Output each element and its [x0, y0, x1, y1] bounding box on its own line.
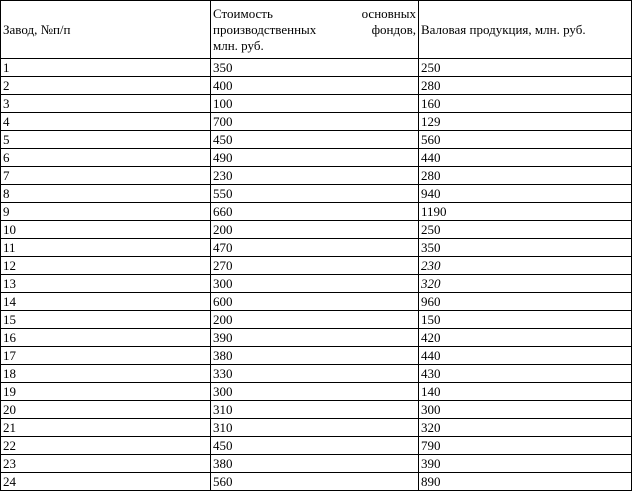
cell-gross-output: 150 [419, 311, 632, 329]
cell-gross-output: 960 [419, 293, 632, 311]
header-word: производственных [213, 21, 317, 37]
cell-plant-number: 21 [1, 419, 211, 437]
cell-plant-number: 11 [1, 239, 211, 257]
cell-plant-number: 20 [1, 401, 211, 419]
cell-plant-number: 15 [1, 311, 211, 329]
cell-fixed-assets-cost: 310 [211, 401, 419, 419]
table-row [1, 59, 632, 77]
cell-fixed-assets-cost: 450 [211, 437, 419, 455]
header-gross-output: Валовая продукция, млн. руб. [419, 1, 632, 59]
table-row [1, 473, 632, 491]
table-row [1, 167, 632, 185]
cell-gross-output: 140 [419, 383, 632, 401]
header-row [1, 1, 632, 59]
cell-plant-number: 7 [1, 167, 211, 185]
cell-fixed-assets-cost: 390 [211, 329, 419, 347]
cell-fixed-assets-cost: 400 [211, 77, 419, 95]
cell-gross-output: 560 [419, 131, 632, 149]
cell-plant-number: 1 [1, 59, 211, 77]
cell-fixed-assets-cost: 330 [211, 365, 419, 383]
table-row [1, 347, 632, 365]
cell-gross-output: 230 [419, 257, 632, 275]
table-row [1, 185, 632, 203]
cell-gross-output: 440 [419, 149, 632, 167]
cell-fixed-assets-cost: 660 [211, 203, 419, 221]
cell-gross-output: 1190 [419, 203, 632, 221]
cell-fixed-assets-cost: 270 [211, 257, 419, 275]
cell-plant-number: 6 [1, 149, 211, 167]
cell-fixed-assets-cost: 490 [211, 149, 419, 167]
table-row [1, 221, 632, 239]
header-word: фондов, [371, 21, 416, 37]
table-row [1, 365, 632, 383]
table-row [1, 131, 632, 149]
table-row [1, 95, 632, 113]
table-row [1, 149, 632, 167]
cell-gross-output: 790 [419, 437, 632, 455]
cell-plant-number: 8 [1, 185, 211, 203]
cell-fixed-assets-cost: 300 [211, 383, 419, 401]
cell-gross-output: 320 [419, 275, 632, 293]
table-row [1, 437, 632, 455]
cell-plant-number: 22 [1, 437, 211, 455]
header-plant-number: Завод, №п/п [1, 1, 211, 59]
cell-fixed-assets-cost: 450 [211, 131, 419, 149]
cell-fixed-assets-cost: 310 [211, 419, 419, 437]
cell-fixed-assets-cost: 230 [211, 167, 419, 185]
cell-plant-number: 17 [1, 347, 211, 365]
table-row [1, 257, 632, 275]
cell-fixed-assets-cost: 550 [211, 185, 419, 203]
cell-gross-output: 350 [419, 239, 632, 257]
cell-fixed-assets-cost: 350 [211, 59, 419, 77]
cell-fixed-assets-cost: 560 [211, 473, 419, 491]
table-row [1, 239, 632, 257]
cell-gross-output: 250 [419, 59, 632, 77]
table-row [1, 113, 632, 131]
table-row [1, 77, 632, 95]
cell-fixed-assets-cost: 380 [211, 347, 419, 365]
cell-gross-output: 160 [419, 95, 632, 113]
cell-fixed-assets-cost: 200 [211, 311, 419, 329]
cell-gross-output: 440 [419, 347, 632, 365]
cell-gross-output: 390 [419, 455, 632, 473]
cell-plant-number: 16 [1, 329, 211, 347]
table-row [1, 455, 632, 473]
cell-plant-number: 12 [1, 257, 211, 275]
table-row [1, 383, 632, 401]
cell-fixed-assets-cost: 470 [211, 239, 419, 257]
cell-fixed-assets-cost: 700 [211, 113, 419, 131]
cell-gross-output: 430 [419, 365, 632, 383]
cell-gross-output: 250 [419, 221, 632, 239]
table-row [1, 275, 632, 293]
cell-fixed-assets-cost: 600 [211, 293, 419, 311]
cell-plant-number: 9 [1, 203, 211, 221]
cell-plant-number: 19 [1, 383, 211, 401]
cell-plant-number: 13 [1, 275, 211, 293]
cell-plant-number: 14 [1, 293, 211, 311]
table-row [1, 311, 632, 329]
cell-gross-output: 300 [419, 401, 632, 419]
cell-fixed-assets-cost: 300 [211, 275, 419, 293]
cell-gross-output: 320 [419, 419, 632, 437]
cell-plant-number: 2 [1, 77, 211, 95]
header-fixed-assets-cost [211, 1, 419, 59]
cell-plant-number: 4 [1, 113, 211, 131]
cell-gross-output: 129 [419, 113, 632, 131]
cell-plant-number: 3 [1, 95, 211, 113]
header-word: млн. руб. [213, 37, 264, 53]
cell-fixed-assets-cost: 380 [211, 455, 419, 473]
table-row [1, 293, 632, 311]
cell-gross-output: 280 [419, 77, 632, 95]
cell-fixed-assets-cost: 100 [211, 95, 419, 113]
table-row [1, 329, 632, 347]
table-row [1, 203, 632, 221]
cell-fixed-assets-cost: 200 [211, 221, 419, 239]
cell-gross-output: 280 [419, 167, 632, 185]
cell-plant-number: 23 [1, 455, 211, 473]
header-word: основных [361, 5, 416, 21]
cell-plant-number: 18 [1, 365, 211, 383]
cell-gross-output: 420 [419, 329, 632, 347]
cell-gross-output: 940 [419, 185, 632, 203]
cell-plant-number: 5 [1, 131, 211, 149]
table-row [1, 419, 632, 437]
cell-plant-number: 10 [1, 221, 211, 239]
table-row [1, 401, 632, 419]
cell-plant-number: 24 [1, 473, 211, 491]
header-word: Стоимость [213, 5, 273, 21]
cell-gross-output: 890 [419, 473, 632, 491]
